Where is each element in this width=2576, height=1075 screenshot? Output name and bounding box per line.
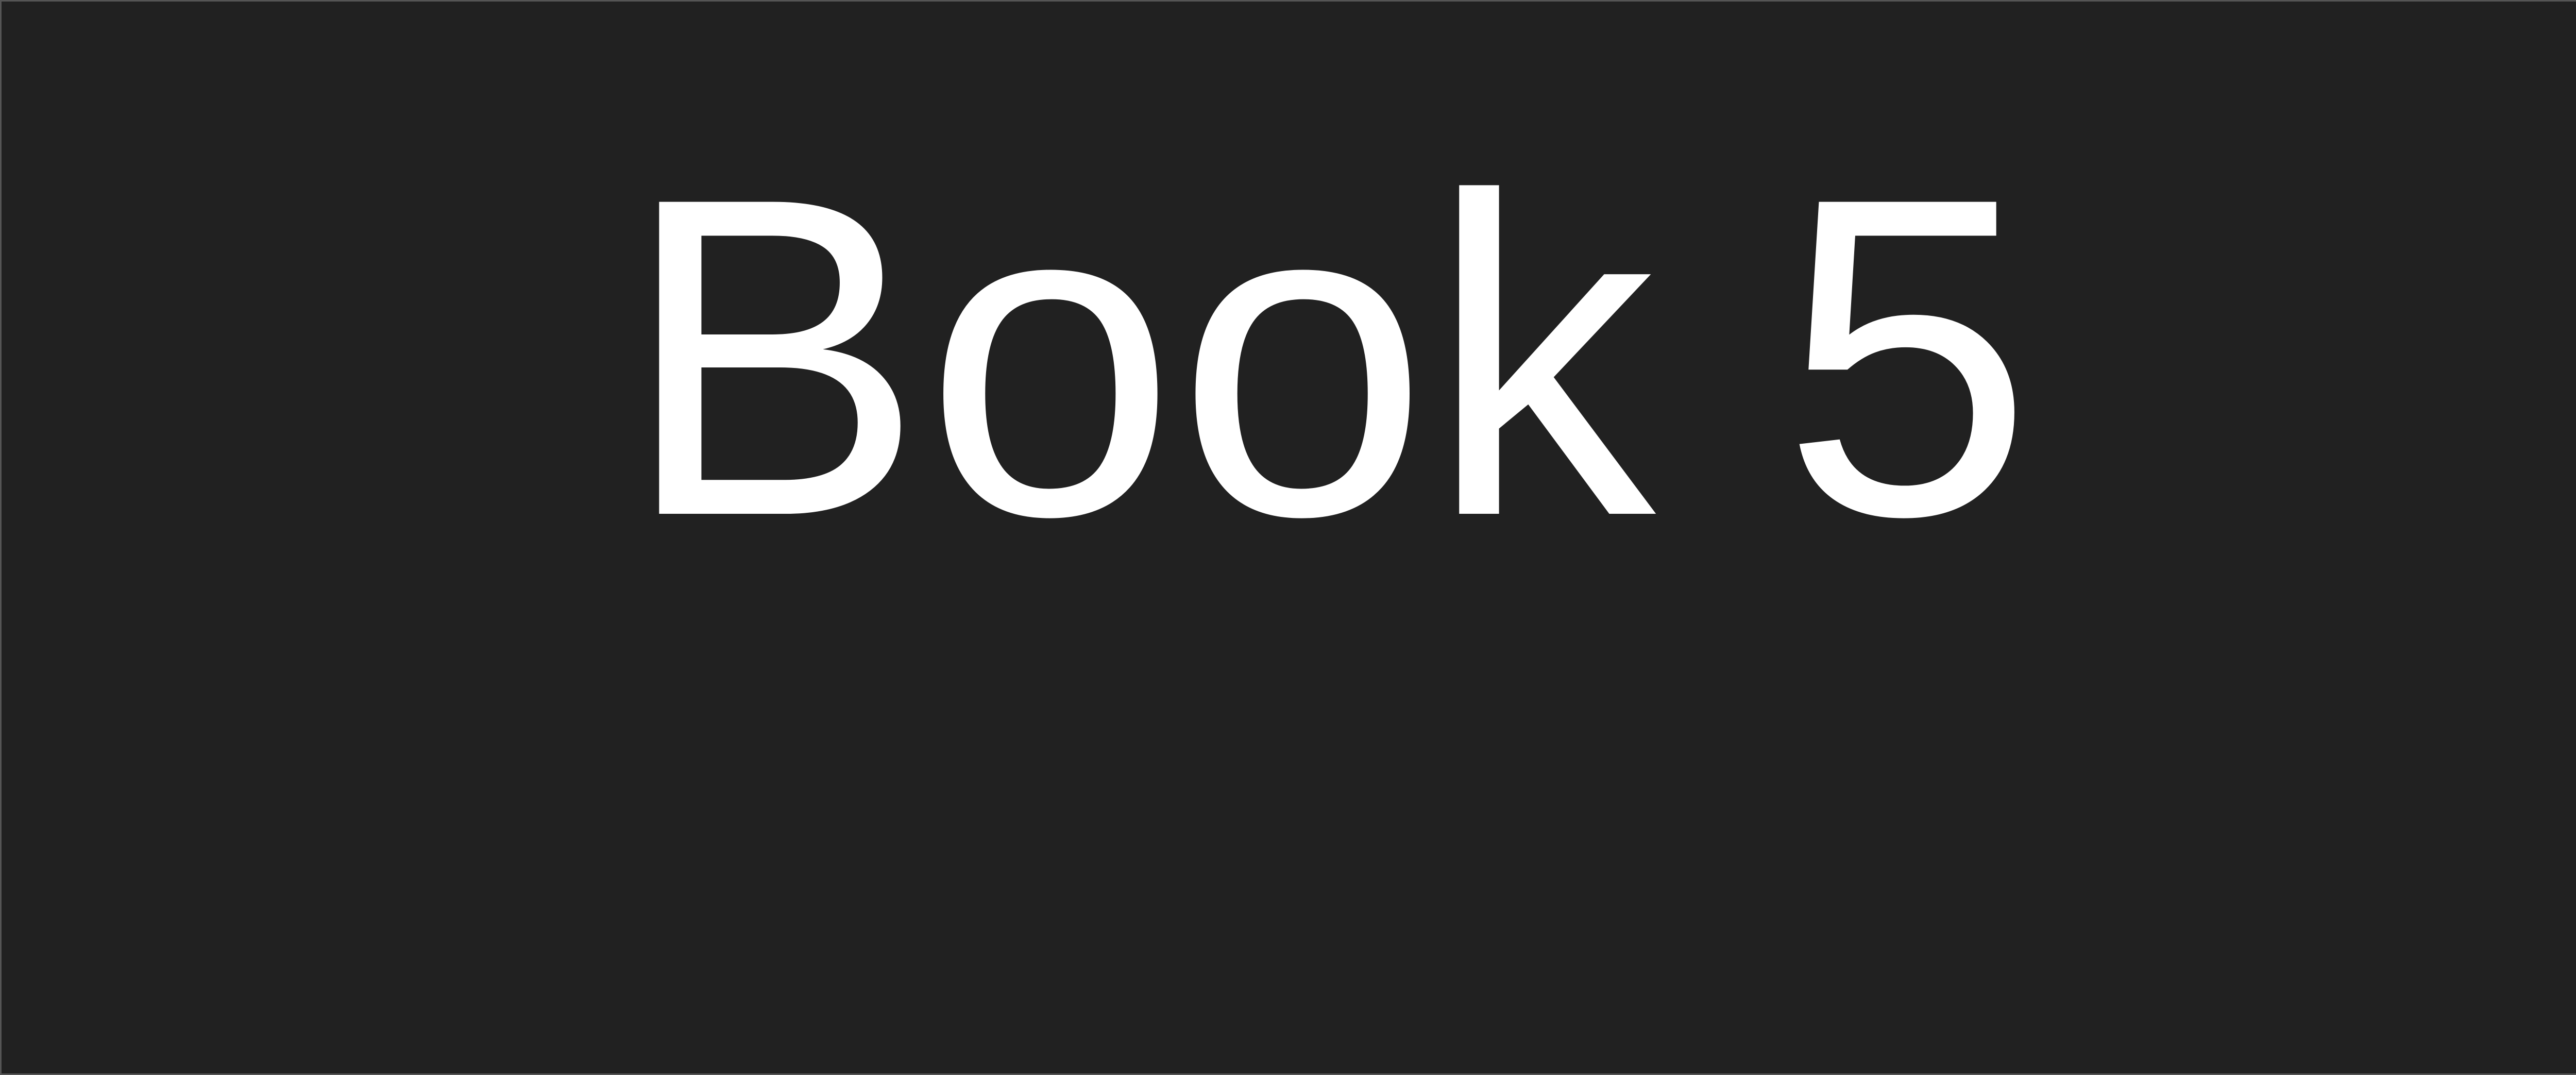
book-title: Book 5 (622, 104, 2033, 610)
title-card (2, 2, 2576, 1073)
